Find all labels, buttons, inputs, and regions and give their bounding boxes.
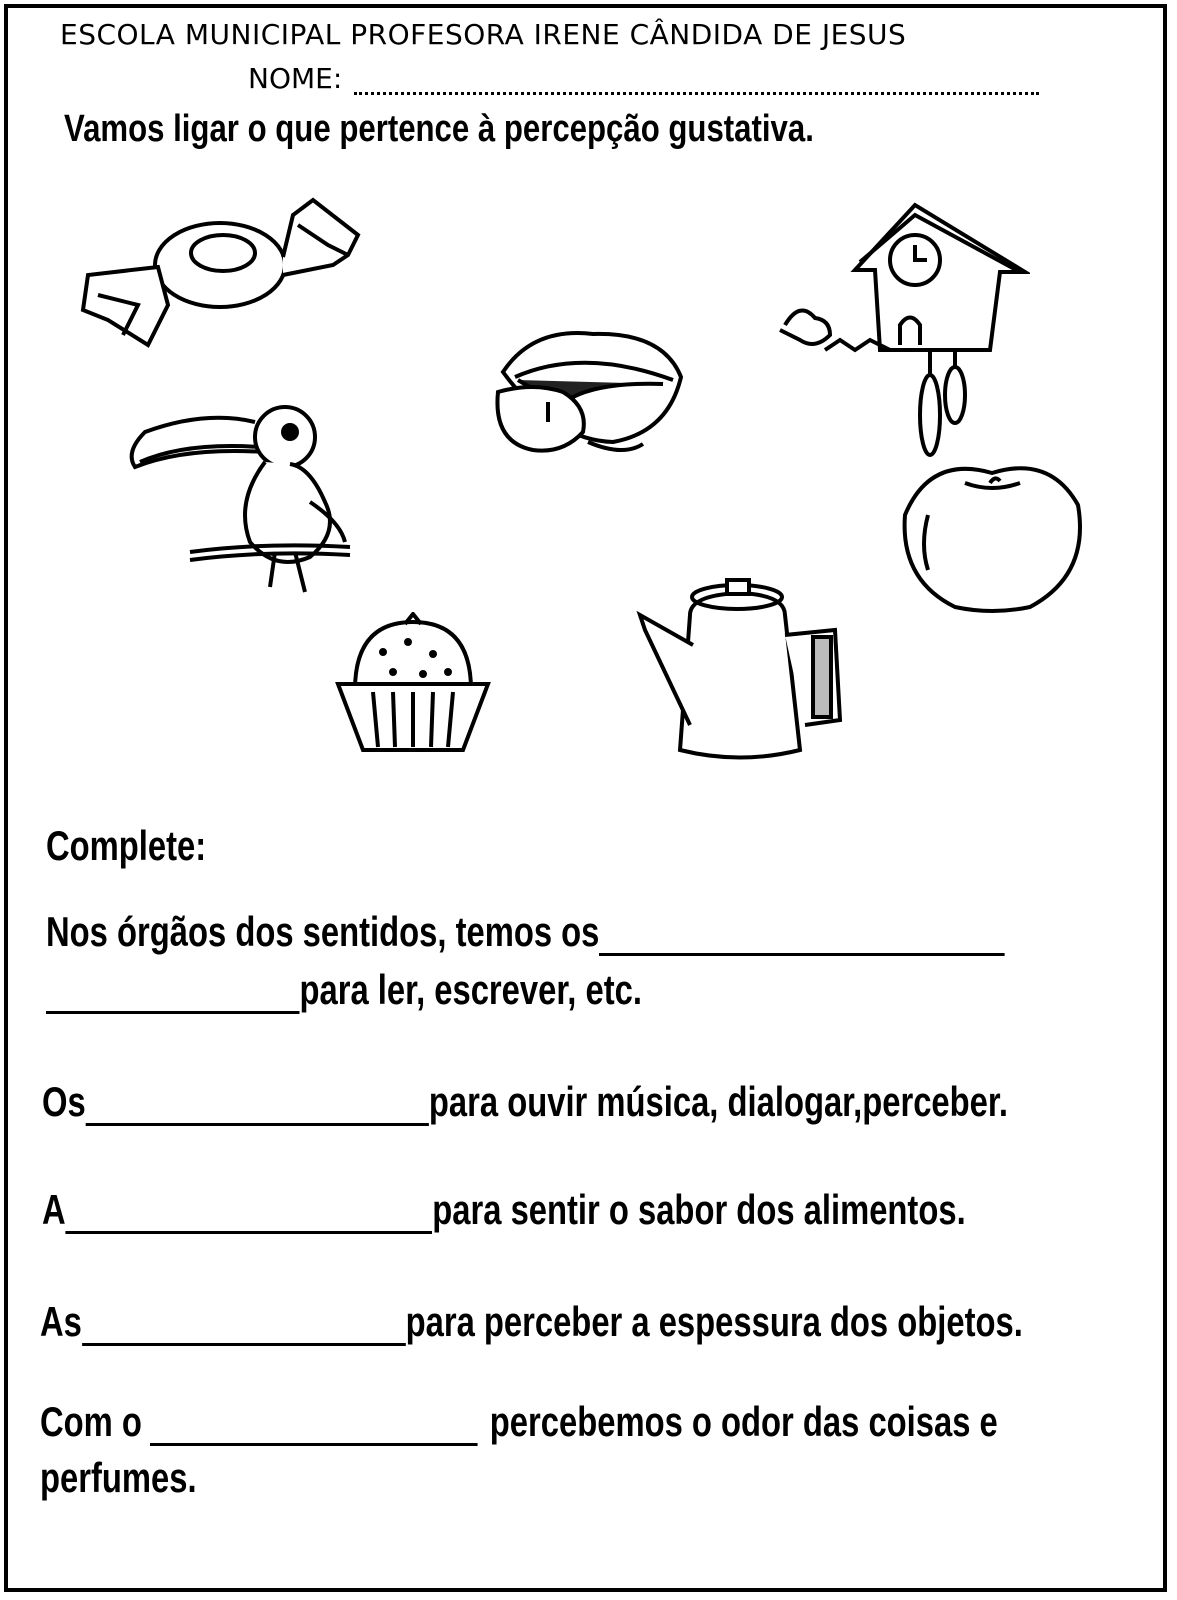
sentence-3-start: A (42, 1186, 66, 1233)
toucan-icon[interactable] (125, 392, 355, 602)
brigadeiro-icon[interactable] (333, 612, 493, 757)
answer-blank-3[interactable] (66, 1197, 433, 1234)
sentence-5-cont: perfumes. (40, 1454, 197, 1501)
sentence-1-cont (46, 966, 642, 1014)
sentence-1-start: Nos órgãos dos sentidos, temos os (46, 908, 600, 955)
school-name: ESCOLA MUNICIPAL PROFESORA IRENE CÂNDIDA DE JESUS (60, 18, 907, 51)
sentence-4-start: As (40, 1298, 82, 1345)
answer-blank-2[interactable] (86, 1089, 429, 1126)
sentence-4 (40, 1298, 1023, 1346)
apple-icon[interactable] (900, 455, 1085, 615)
sentence-4-end: para perceber a espessura dos objetos. (405, 1298, 1023, 1345)
sentence-3 (42, 1186, 966, 1234)
sentence-2 (42, 1078, 1008, 1126)
answer-blank-4[interactable] (82, 1309, 406, 1346)
sentence-1-end: para ler, escrever, etc. (299, 966, 642, 1013)
candy-icon[interactable] (78, 195, 363, 360)
complete-title: Complete: (46, 822, 207, 869)
sentence-1 (46, 908, 1005, 956)
sentence-5-start: Com o (40, 1398, 142, 1445)
sentence-2-end: para ouvir música, dialogar,perceber. (428, 1078, 1008, 1125)
name-field[interactable] (248, 62, 1039, 95)
cuckoo-clock-icon[interactable] (775, 200, 1030, 460)
name-dotted-line[interactable] (354, 70, 1039, 95)
answer-blank-1b[interactable] (46, 977, 300, 1014)
sentence-5 (40, 1398, 998, 1446)
answer-blank-1a[interactable] (599, 919, 1005, 956)
sentence-2-start: Os (42, 1078, 86, 1125)
coffee-pot-icon[interactable] (635, 575, 850, 765)
answer-blank-5[interactable] (150, 1409, 478, 1446)
name-label: NOME: (248, 62, 343, 95)
sentence-3-end: para sentir o sabor dos alimentos. (432, 1186, 966, 1233)
sentence-5-end: percebemos o odor das coisas e (489, 1398, 998, 1445)
mouth-icon[interactable] (493, 322, 688, 462)
activity-instruction: Vamos ligar o que pertence à percepção gustativa. (64, 108, 814, 150)
